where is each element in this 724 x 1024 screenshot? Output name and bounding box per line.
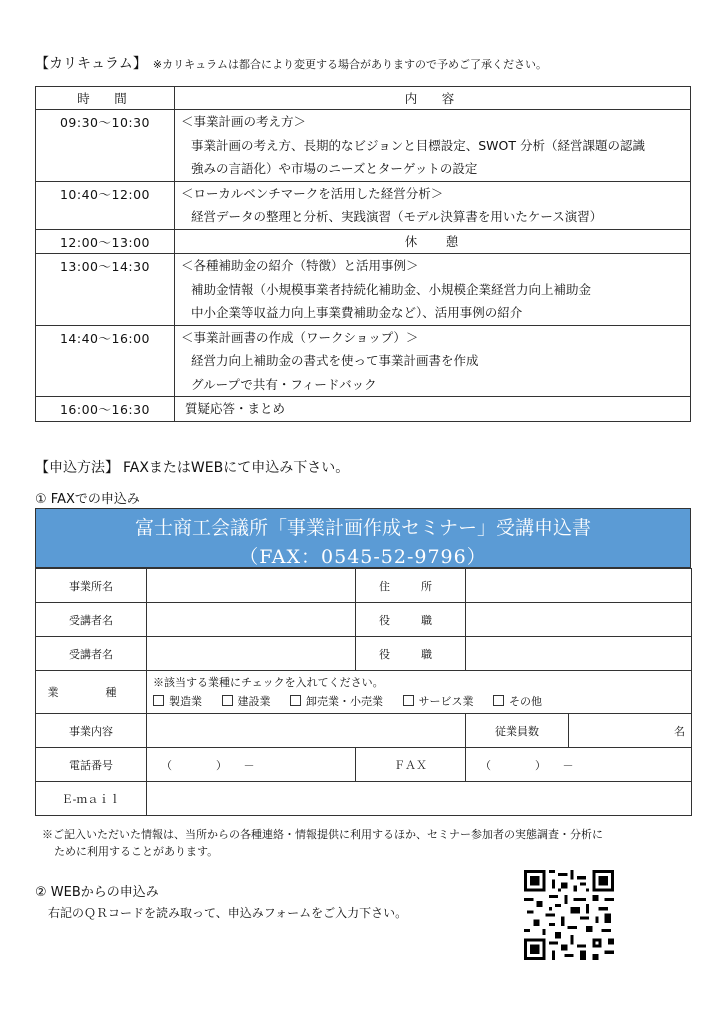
- schedule-line: 補助金情報（小規模事業者持続化補助金、小規模企業経営力向上補助金: [191, 281, 592, 297]
- form-row: [36, 714, 692, 748]
- attendee-field[interactable]: [147, 637, 356, 671]
- curriculum-heading: [35, 53, 547, 73]
- curriculum-note: ※カリキュラムは都合により変更する場合がありますので予めご了承ください。: [152, 58, 547, 71]
- attendee-field[interactable]: [147, 603, 356, 637]
- checkbox-icon[interactable]: [493, 695, 504, 706]
- schedule-line: 中小企業等収益力向上事業費補助金など）、活用事例の紹介: [191, 305, 523, 320]
- industry-note: ※該当する業種にチェックを入れてください。: [153, 676, 384, 689]
- checkbox-icon[interactable]: [153, 695, 164, 706]
- form-row: [36, 637, 692, 671]
- checkbox-icon[interactable]: [222, 695, 233, 706]
- form-fax-number: （FAX：0545-52-9796）: [239, 546, 487, 568]
- schedule-content: [175, 229, 691, 254]
- schedule-row: [36, 229, 691, 254]
- schedule-row: [36, 325, 691, 397]
- form-row: [36, 671, 692, 714]
- attendee-label: 受講者名: [36, 603, 147, 637]
- apply-title: 【申込方法】: [35, 460, 119, 476]
- schedule-content: [175, 397, 691, 422]
- schedule-line: グループで共有・フィードバック: [191, 376, 377, 392]
- schedule-row: [36, 397, 691, 422]
- employees-label: 従業員数: [466, 714, 569, 748]
- curriculum-title: 【カリキュラム】: [35, 56, 147, 72]
- industry-option[interactable]: 卸売業・小売業: [290, 695, 383, 708]
- business-name-field[interactable]: [147, 569, 356, 603]
- web-apply-heading: ② WEBからの申込み: [35, 885, 159, 900]
- web-apply-description: 右記のＱＲコードを読み取って、申込みフォームをご入力下さい。: [48, 906, 408, 920]
- business-content-field[interactable]: [147, 714, 466, 748]
- email-field[interactable]: [147, 782, 692, 816]
- industry-option[interactable]: その他: [493, 695, 542, 708]
- schedule-line: ＜事業計画の考え方＞: [181, 114, 307, 129]
- qr-code-icon[interactable]: [524, 870, 614, 960]
- time-column-header: 時 間: [36, 87, 175, 110]
- fax-apply-heading: ① FAXでの申込み: [35, 492, 140, 507]
- schedule-row: [36, 181, 691, 229]
- schedule-line: 質疑応答・まとめ: [185, 401, 286, 416]
- checkbox-icon[interactable]: [403, 695, 414, 706]
- phone-field[interactable]: （ ） －: [147, 748, 356, 782]
- attendee-label: 受講者名: [36, 637, 147, 671]
- employees-field[interactable]: [569, 714, 692, 748]
- schedule-line: 休 憩: [404, 233, 467, 249]
- employees-unit: 名: [674, 724, 685, 738]
- apply-text: FAXまたはWEBにて申込み下さい。: [123, 460, 350, 476]
- schedule-line: 経営力向上補助金の書式を使って事業計画書を作成: [191, 353, 479, 368]
- address-field[interactable]: [466, 569, 692, 603]
- schedule-time: 10:40〜12:00: [36, 181, 175, 229]
- form-row: [36, 603, 692, 637]
- apply-heading: [35, 457, 349, 477]
- business-name-label: 事業所名: [36, 569, 147, 603]
- checkbox-icon[interactable]: [290, 695, 301, 706]
- industry-label: 業 種: [36, 671, 147, 714]
- schedule-line: 経営データの整理と分析、実践演習（モデル決算書を用いたケース演習）: [191, 209, 603, 224]
- schedule-content: [175, 254, 691, 326]
- schedule-row: [36, 110, 691, 182]
- schedule-line: 事業計画の考え方、長期的なビジョンと目標設定、SWOT 分析（経営課題の認識: [191, 137, 645, 153]
- schedule-row: [36, 254, 691, 326]
- schedule-content: [175, 110, 691, 182]
- schedule-header-row: [36, 87, 691, 110]
- schedule-content: [175, 325, 691, 397]
- form-row: [36, 748, 692, 782]
- schedule-table: [35, 86, 691, 422]
- industry-option[interactable]: 製造業: [153, 695, 202, 708]
- schedule-time: 14:40〜16:00: [36, 325, 175, 397]
- privacy-line: ために利用することがあります。: [54, 845, 219, 858]
- position-field[interactable]: [466, 603, 692, 637]
- schedule-line: ＜各種補助金の紹介（特徴）と活用事例＞: [181, 258, 419, 273]
- privacy-note: [42, 826, 698, 860]
- schedule-time: 16:00〜16:30: [36, 397, 175, 422]
- industry-options: [147, 692, 691, 711]
- position-field[interactable]: [466, 637, 692, 671]
- form-row: [36, 782, 692, 816]
- schedule-content: [175, 181, 691, 229]
- fax-field[interactable]: （ ） －: [466, 748, 692, 782]
- application-form: [35, 568, 692, 816]
- form-title: 富士商工会議所「事業計画作成セミナー」受講申込書: [134, 517, 591, 539]
- form-row: [36, 569, 692, 603]
- address-label: 住 所: [356, 569, 466, 603]
- email-label: Ｅ-ｍａｉｌ: [36, 782, 147, 816]
- schedule-time: 13:00〜14:30: [36, 254, 175, 326]
- position-label: 役 職: [356, 637, 466, 671]
- business-content-label: 事業内容: [36, 714, 147, 748]
- phone-label: 電話番号: [36, 748, 147, 782]
- privacy-line: ※ご記入いただいた情報は、当所からの各種連絡・情報提供に利用するほか、セミナー参加者の実態調査・分析に: [42, 828, 603, 841]
- fax-label: ＦＡＸ: [356, 748, 466, 782]
- content-column-header: 内 容: [175, 87, 691, 110]
- industry-option[interactable]: 建設業: [222, 695, 271, 708]
- position-label: 役 職: [356, 603, 466, 637]
- form-header: [35, 508, 691, 568]
- schedule-line: ＜事業計画書の作成（ワークショップ）＞: [181, 329, 419, 345]
- industry-option[interactable]: サービス業: [403, 695, 474, 708]
- schedule-time: 12:00〜13:00: [36, 229, 175, 254]
- industry-field: [147, 671, 692, 714]
- schedule-line: ＜ローカルベンチマークを活用した経営分析＞: [181, 185, 444, 201]
- schedule-line: 強みの言語化）や市場のニーズとターゲットの設定: [191, 161, 478, 176]
- schedule-time: 09:30〜10:30: [36, 110, 175, 182]
